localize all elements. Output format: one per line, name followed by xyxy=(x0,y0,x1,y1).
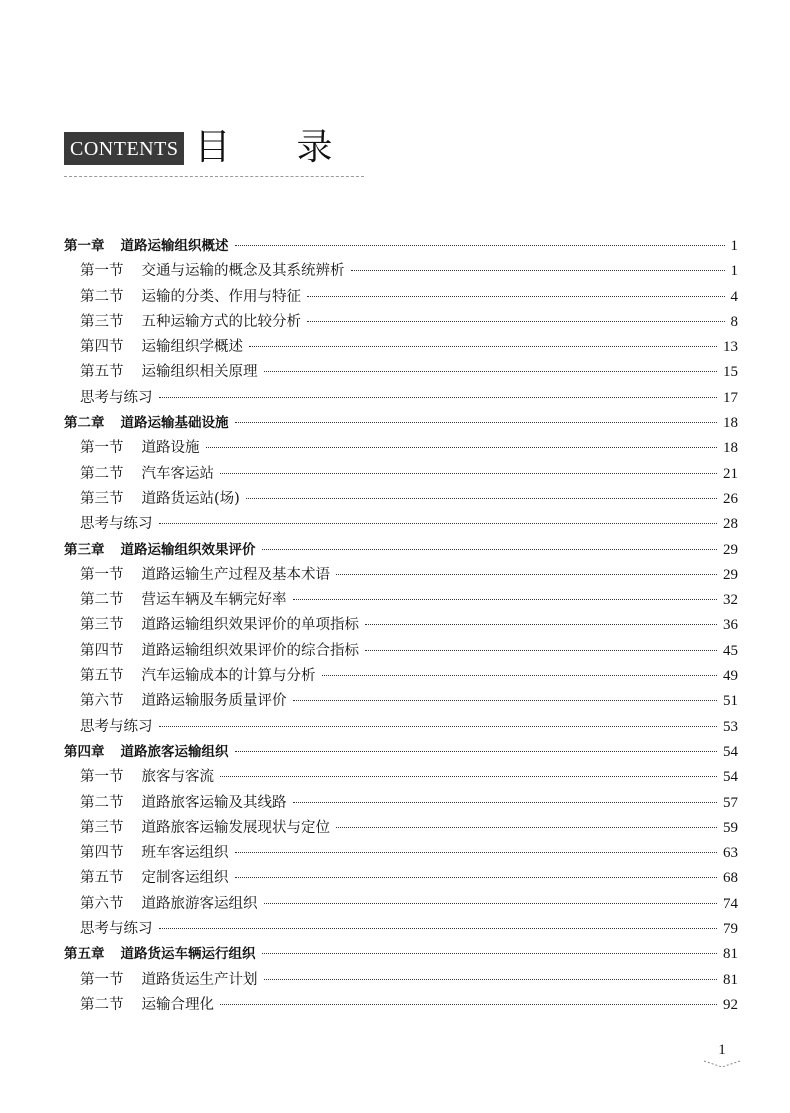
dot-leader xyxy=(351,270,725,271)
dot-leader xyxy=(220,1004,717,1005)
dot-leader xyxy=(307,321,725,322)
toc-entry-number: 第二节 xyxy=(80,794,124,811)
toc-entry-page: 8 xyxy=(730,313,738,330)
toc-entry-title: 道路运输服务质量评价 xyxy=(141,693,287,710)
toc-entry-title: 运输合理化 xyxy=(141,996,214,1013)
toc-entry-title: 道路运输组织效果评价的综合指标 xyxy=(141,642,359,659)
dot-leader xyxy=(220,776,717,777)
toc-entry-title: 道路运输组织概述 xyxy=(120,238,229,254)
toc-entry-title: 班车客运组织 xyxy=(141,845,229,862)
toc-chapter-row[interactable] xyxy=(64,411,738,436)
toc-entry-page: 32 xyxy=(723,592,738,609)
dot-leader xyxy=(322,675,718,676)
toc-entry-number: 第二节 xyxy=(80,465,124,482)
toc-entry-page: 1 xyxy=(730,238,738,254)
toc-entry-title: 思考与练习 xyxy=(80,516,153,533)
toc-entry-number: 第一节 xyxy=(80,769,124,786)
toc-exercise-row[interactable] xyxy=(64,917,738,942)
dot-leader xyxy=(249,346,717,347)
toc-section-row[interactable] xyxy=(64,360,738,385)
toc-entry-title: 交通与运输的概念及其系统辨析 xyxy=(141,263,345,280)
toc-entry-number: 第六节 xyxy=(80,693,124,710)
toc-entry-page: 1 xyxy=(730,263,738,280)
toc-entry-number: 第一节 xyxy=(80,263,124,280)
dot-leader xyxy=(159,726,718,727)
toc-entry-title: 营运车辆及车辆完好率 xyxy=(141,592,287,609)
toc-section-row[interactable] xyxy=(64,259,738,284)
dot-leader xyxy=(159,397,718,398)
dot-leader xyxy=(264,903,718,904)
dot-leader xyxy=(336,574,717,575)
toc-entry-page: 26 xyxy=(723,490,738,507)
toc-entry-number: 第四节 xyxy=(80,845,124,862)
dot-leader xyxy=(262,953,718,954)
toc-section-row[interactable] xyxy=(64,285,738,310)
dot-leader xyxy=(293,700,718,701)
toc-entry-page: 81 xyxy=(723,971,738,988)
dot-leader xyxy=(159,928,718,929)
toc-entry-number: 第三章 xyxy=(64,541,105,558)
toc-entry-number: 第二节 xyxy=(80,592,124,609)
toc-entry-number: 第一节 xyxy=(80,971,124,988)
toc-entry-title: 道路旅客运输发展现状与定位 xyxy=(141,819,330,836)
toc-entry-page: 29 xyxy=(723,566,738,583)
toc-entry-title: 道路旅客运输组织 xyxy=(120,743,229,760)
toc-entry-title: 思考与练习 xyxy=(80,389,153,406)
toc-entry-page: 63 xyxy=(723,845,738,862)
toc-entry-number: 第一节 xyxy=(80,566,124,583)
toc-section-row[interactable] xyxy=(64,765,738,790)
toc-section-row[interactable] xyxy=(64,791,738,816)
toc-entry-number: 第四章 xyxy=(64,743,105,760)
toc-section-row[interactable] xyxy=(64,487,738,512)
toc-entry-number: 第四节 xyxy=(80,642,124,659)
toc-entry-number: 第五节 xyxy=(80,668,124,685)
toc-section-row[interactable] xyxy=(64,436,738,461)
toc-exercise-row[interactable] xyxy=(64,512,738,537)
toc-section-row[interactable] xyxy=(64,310,738,335)
toc-entry-number: 第三节 xyxy=(80,313,124,330)
toc-entry-title: 道路货运车辆运行组织 xyxy=(120,946,256,963)
toc-entry-number: 第二章 xyxy=(64,415,105,432)
toc-entry-page: 57 xyxy=(723,794,738,811)
header-divider xyxy=(64,176,364,177)
toc-chapter-row[interactable] xyxy=(64,740,738,765)
dot-leader xyxy=(264,979,718,980)
toc-entry-title: 道路设施 xyxy=(141,440,200,457)
dot-leader xyxy=(307,296,725,297)
toc-entry-title: 道路旅游客运组织 xyxy=(141,895,258,912)
toc-entry-title: 道路运输基础设施 xyxy=(120,415,229,432)
toc-chapter-row[interactable] xyxy=(64,942,738,967)
toc-entry-title: 道路货运站(场) xyxy=(141,490,240,507)
page-number: 1 xyxy=(718,1042,726,1058)
toc-section-row[interactable] xyxy=(64,816,738,841)
dot-leader xyxy=(264,371,718,372)
toc-section-row[interactable] xyxy=(64,689,738,714)
toc-entry-page: 29 xyxy=(723,541,738,558)
toc-entry-number: 第三节 xyxy=(80,617,124,634)
toc-section-row[interactable] xyxy=(64,588,738,613)
toc-chapter-row[interactable] xyxy=(64,234,738,259)
toc-entry-title: 道路旅客运输及其线路 xyxy=(141,794,287,811)
dot-leader xyxy=(159,523,718,524)
toc-entry-title: 汽车客运站 xyxy=(141,465,214,482)
toc-section-row[interactable] xyxy=(64,841,738,866)
dot-leader xyxy=(246,498,717,499)
dot-leader xyxy=(235,751,718,752)
toc-section-row[interactable] xyxy=(64,968,738,993)
toc-section-row[interactable] xyxy=(64,993,738,1018)
toc-entry-number: 第二节 xyxy=(80,996,124,1013)
toc-entry-page: 49 xyxy=(723,668,738,685)
toc-entry-page: 54 xyxy=(723,743,738,760)
dot-leader xyxy=(293,599,718,600)
toc-entry-page: 92 xyxy=(723,996,738,1013)
toc-exercise-row[interactable] xyxy=(64,715,738,740)
toc-entry-title: 五种运输方式的比较分析 xyxy=(141,313,301,330)
toc-entry-number: 第四节 xyxy=(80,339,124,356)
toc-entry-page: 53 xyxy=(723,718,738,735)
toc-entry-number: 第一节 xyxy=(80,440,124,457)
toc-entry-page: 81 xyxy=(723,946,738,963)
toc-section-row[interactable] xyxy=(64,892,738,917)
page-footer xyxy=(702,1042,742,1069)
toc-entry-title: 道路运输组织效果评价的单项指标 xyxy=(141,617,359,634)
toc-entry-number: 第五节 xyxy=(80,870,124,887)
toc-entry-number: 第六节 xyxy=(80,895,124,912)
dot-leader xyxy=(235,422,718,423)
toc-section-row[interactable] xyxy=(64,613,738,638)
toc-entry-page: 17 xyxy=(723,389,738,406)
toc-chapter-row[interactable] xyxy=(64,538,738,563)
toc-entry-page: 54 xyxy=(723,769,738,786)
toc-entry-number: 第二节 xyxy=(80,288,124,305)
toc-entry-page: 18 xyxy=(723,440,738,457)
dot-leader xyxy=(235,852,718,853)
dot-leader xyxy=(262,549,718,550)
toc-entry-title: 道路运输生产过程及基本术语 xyxy=(141,566,330,583)
toc-entry-title: 道路运输组织效果评价 xyxy=(120,541,256,558)
toc-entry-page: 68 xyxy=(723,870,738,887)
table-of-contents xyxy=(64,234,738,1018)
toc-section-row[interactable] xyxy=(64,462,738,487)
contents-badge: CONTENTS xyxy=(64,132,184,165)
toc-entry-title: 运输的分类、作用与特征 xyxy=(141,288,301,305)
toc-entry-title: 思考与练习 xyxy=(80,921,153,938)
dot-leader xyxy=(206,447,718,448)
page-title: 目录 xyxy=(194,127,399,168)
toc-entry-page: 45 xyxy=(723,642,738,659)
toc-entry-page: 74 xyxy=(723,895,738,912)
toc-section-row[interactable] xyxy=(64,639,738,664)
toc-section-row[interactable] xyxy=(64,664,738,689)
toc-entry-page: 36 xyxy=(723,617,738,634)
contents-header xyxy=(64,128,398,168)
toc-entry-page: 28 xyxy=(723,516,738,533)
toc-section-row[interactable] xyxy=(64,563,738,588)
dot-leader xyxy=(365,624,717,625)
dot-leader xyxy=(365,650,717,651)
toc-entry-title: 运输组织学概述 xyxy=(141,339,243,356)
toc-entry-number: 第五章 xyxy=(64,946,105,963)
toc-entry-number: 第五节 xyxy=(80,364,124,381)
toc-entry-number: 第三节 xyxy=(80,819,124,836)
toc-entry-page: 59 xyxy=(723,819,738,836)
dot-leader xyxy=(336,827,717,828)
footer-ornament-icon xyxy=(702,1059,742,1069)
toc-entry-title: 思考与练习 xyxy=(80,718,153,735)
toc-section-row[interactable] xyxy=(64,335,738,360)
toc-section-row[interactable] xyxy=(64,866,738,891)
toc-entry-page: 79 xyxy=(723,921,738,938)
dot-leader xyxy=(235,245,725,246)
dot-leader xyxy=(220,473,717,474)
toc-entry-page: 51 xyxy=(723,693,738,710)
toc-entry-title: 道路货运生产计划 xyxy=(141,971,258,988)
toc-entry-page: 21 xyxy=(723,465,738,482)
toc-entry-page: 15 xyxy=(723,364,738,381)
toc-exercise-row[interactable] xyxy=(64,386,738,411)
toc-entry-title: 定制客运组织 xyxy=(141,870,229,887)
toc-entry-page: 18 xyxy=(723,415,738,432)
toc-entry-title: 汽车运输成本的计算与分析 xyxy=(141,668,316,685)
toc-entry-number: 第一章 xyxy=(64,238,105,254)
toc-entry-number: 第三节 xyxy=(80,490,124,507)
dot-leader xyxy=(235,877,718,878)
dot-leader xyxy=(293,802,718,803)
toc-entry-title: 旅客与客流 xyxy=(141,769,214,786)
toc-entry-title: 运输组织相关原理 xyxy=(141,364,258,381)
toc-entry-page: 13 xyxy=(723,339,738,356)
toc-entry-page: 4 xyxy=(730,288,738,305)
